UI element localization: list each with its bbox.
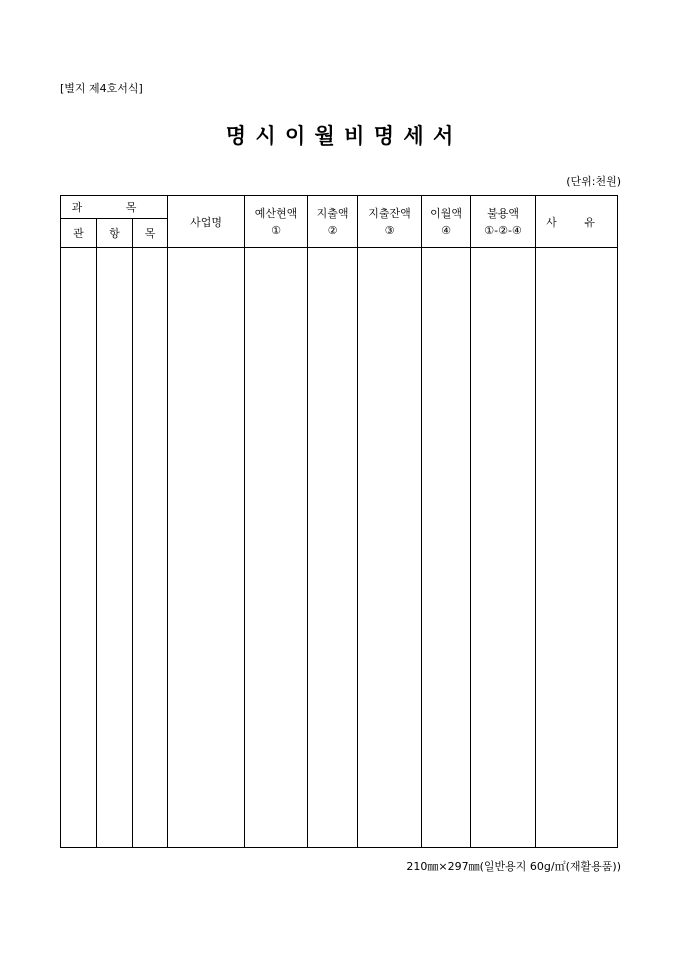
table-row xyxy=(61,248,618,848)
expended-header-num: ② xyxy=(327,223,338,237)
carryover-ledger-table xyxy=(60,195,618,848)
unit-label: (단위:천원) xyxy=(566,175,621,188)
hang-header: 항 xyxy=(97,219,133,248)
paper-spec-footer: 210㎜×297㎜(일반용지 60g/㎡(재활용품)) xyxy=(406,860,621,873)
hang-cell xyxy=(97,248,133,848)
budget-cell xyxy=(245,248,308,848)
expended-header-label: 지출액 xyxy=(316,206,349,220)
project-name-cell xyxy=(168,248,245,848)
balance-header-label: 지출잔액 xyxy=(368,206,411,220)
subject-group-header: 과 목 xyxy=(61,196,168,219)
carryover-header-num: ④ xyxy=(441,223,451,237)
expended-header xyxy=(308,196,358,248)
budget-header-num: ① xyxy=(271,223,281,237)
mok-header: 목 xyxy=(133,219,168,248)
carryover-cell xyxy=(422,248,471,848)
document-title: 명 시 이 월 비 명 세 서 xyxy=(225,123,455,148)
unused-header xyxy=(471,196,536,248)
balance-header xyxy=(358,196,422,248)
reason-cell xyxy=(536,248,618,848)
unused-cell xyxy=(471,248,536,848)
gwan-cell xyxy=(61,248,97,848)
unused-header-label: 불용액 xyxy=(487,206,519,220)
balance-header-num: ③ xyxy=(384,223,395,237)
budget-header xyxy=(245,196,308,248)
gwan-header: 관 xyxy=(61,219,97,248)
budget-header-label: 예산현액 xyxy=(254,206,298,220)
mok-cell xyxy=(133,248,168,848)
reason-header: 사 유 xyxy=(536,196,618,248)
balance-cell xyxy=(358,248,422,848)
carryover-header xyxy=(422,196,471,248)
project-name-header: 사업명 xyxy=(168,196,245,248)
carryover-header-label: 이월액 xyxy=(430,206,462,220)
form-number-label: [별지 제4호서식] xyxy=(60,82,143,95)
expended-cell xyxy=(308,248,358,848)
unused-header-num: ①-②-④ xyxy=(484,223,522,237)
